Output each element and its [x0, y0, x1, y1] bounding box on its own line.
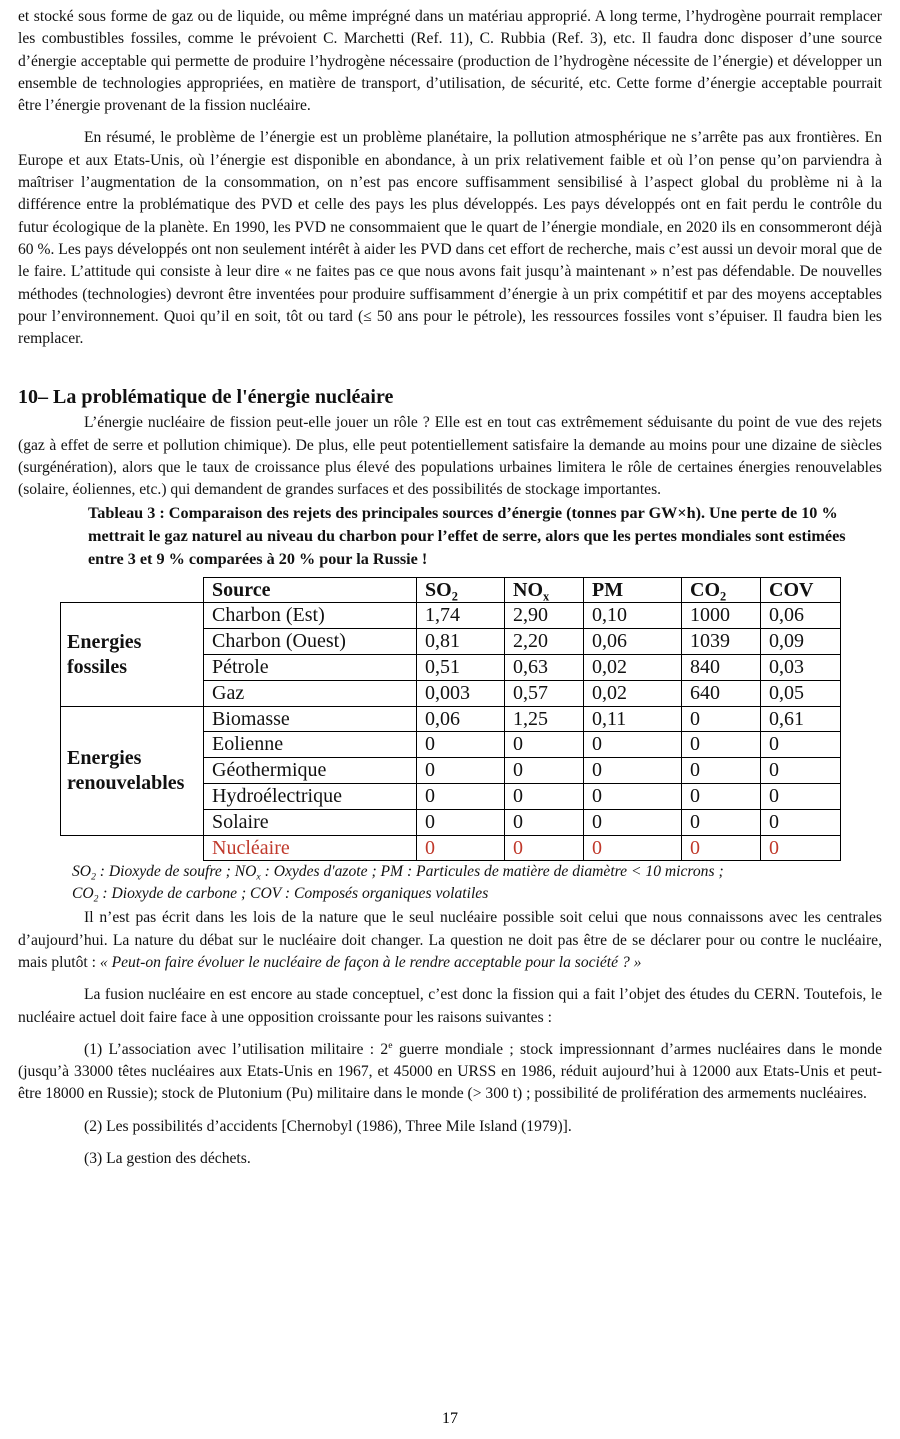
- cell-pm: 0,02: [584, 680, 682, 706]
- reason-1-sup: e: [388, 1040, 393, 1052]
- header-so2-text: SO: [425, 578, 452, 601]
- table-row: [61, 603, 841, 629]
- cell-cov: 0: [761, 732, 841, 758]
- cell-cov: 0,05: [761, 680, 841, 706]
- header-nox: [505, 577, 584, 603]
- table-caption: Tableau 3 : Comparaison des rejets des principales sources d’énergie (tonnes par GW×h). Une perte de 10 % mettrait le gaz naturel au niveau du charbon pour l’effet de serre, alors que les pertes mondiales sont estimées entre 3 et 9 % comparées à 20 % pour la Russie !: [88, 503, 846, 568]
- cell-nox: 0: [505, 784, 584, 810]
- cell-source: Nucléaire: [204, 835, 417, 861]
- paragraph-fusion: La fusion nucléaire en est encore au stade conceptuel, c’est donc la fission qui a fait l’objet des études du CERN. Toutefois, le nucléaire actuel doit faire face à une opposition croissante pour les raisons suivantes :: [18, 986, 882, 1026]
- cell-co2: 1039: [682, 629, 761, 655]
- paragraph-hydrogene: et stocké sous forme de gaz ou de liquide, ou même imprégné dans un matériau approprié. A long terme, l’hydrogène pourrait remplacer les combustibles fossiles, comme le prévoient C. Marchetti (Ref. 11), C. Rubbia (Ref. 3), etc. Il faudra donc disposer d’une source d’énergie acceptable qui permette de produire l’hydrogène nécessaire (production de l’hydrogène nécessite de l’énergie) et développer un ensemble de technologies appropriées, en matière de transport, d’utilisation, de sécurité, etc. Cette forme d’énergie acceptable pourrait être l’énergie provenant de la fission nucléaire.: [18, 8, 882, 115]
- emissions-table: [60, 577, 841, 862]
- header-pm: PM: [584, 577, 682, 603]
- cell-so2: 0,003: [417, 680, 505, 706]
- cell-nox: 2,20: [505, 629, 584, 655]
- cell-nox: 0,57: [505, 680, 584, 706]
- paragraph-section-intro: L’énergie nucléaire de fission peut-elle jouer un rôle ? Elle est en tout cas extrêmement séduisante du point de vue des rejets (gaz à effet de serre et pollution chimique). De plus, elle peut potentiellement satisfaire la demande au moins pour une dizaine de siècles (surgénération), alors que le taux de croissance plus élevé des populations urbaines limitera le rôle de certaines énergies renouvelables (solaire, éoliennes, etc.) qui demandent de grandes surfaces et des possibilités de stockage importantes.: [18, 414, 882, 499]
- legend-so2: SO: [72, 863, 92, 881]
- cell-pm: 0,10: [584, 603, 682, 629]
- group-label-renouvelables: Energies renouvelables: [61, 706, 204, 835]
- legend-line-1: [72, 861, 882, 883]
- cell-so2: 0: [417, 835, 505, 861]
- header-so2-sub: 2: [451, 588, 458, 603]
- cell-cov: 0,09: [761, 629, 841, 655]
- cell-so2: 0: [417, 809, 505, 835]
- table-row: [61, 706, 841, 732]
- section-heading: 10– La problématique de l'énergie nucléaire: [18, 386, 394, 409]
- cell-nox: 0,63: [505, 655, 584, 681]
- header-nox-sub: x: [543, 588, 550, 603]
- cell-so2: 1,74: [417, 603, 505, 629]
- cell-cov: 0,03: [761, 655, 841, 681]
- paragraph-debat: [18, 907, 882, 974]
- cell-source: Charbon (Est): [204, 603, 417, 629]
- cell-nox: 0: [505, 835, 584, 861]
- cell-pm: 0,06: [584, 629, 682, 655]
- reason-1-prefix: (1) L’association avec l’utilisation militaire : 2: [84, 1040, 389, 1058]
- cell-co2: 0: [682, 758, 761, 784]
- page-number: 17: [442, 1410, 458, 1427]
- cell-pm: 0: [584, 784, 682, 810]
- cell-so2: 0: [417, 732, 505, 758]
- cell-source: Biomasse: [204, 706, 417, 732]
- group-label-fossiles: Energies fossiles: [61, 603, 204, 706]
- cell-pm: 0: [584, 732, 682, 758]
- cell-pm: 0,11: [584, 706, 682, 732]
- cell-nox: 0: [505, 732, 584, 758]
- legend-so2-text: : Dioxyde de soufre ;: [95, 863, 235, 881]
- cell-so2: 0,06: [417, 706, 505, 732]
- cell-source: Eolienne: [204, 732, 417, 758]
- cell-co2: 0: [682, 835, 761, 861]
- cell-co2: 1000: [682, 603, 761, 629]
- cell-source: Gaz: [204, 680, 417, 706]
- cell-pm: 0,02: [584, 655, 682, 681]
- legend-co2: CO: [72, 885, 94, 903]
- header-nox-text: NO: [513, 578, 543, 601]
- paragraph-reason-1: [18, 1039, 882, 1106]
- cell-nox: 1,25: [505, 706, 584, 732]
- paragraph-reason-3: (3) La gestion des déchets.: [84, 1150, 251, 1168]
- cell-so2: 0: [417, 784, 505, 810]
- cell-co2: 640: [682, 680, 761, 706]
- legend-nox-sub: x: [256, 871, 261, 883]
- cell-nox: 2,90: [505, 603, 584, 629]
- paragraph-debat-quote: « Peut-on faire évoluer le nucléaire de façon à le rendre acceptable pour la société ? »: [99, 954, 642, 971]
- table-corner-cell: [61, 577, 204, 603]
- header-source: Source: [204, 577, 417, 603]
- cell-nox: 0: [505, 809, 584, 835]
- cell-so2: 0,81: [417, 629, 505, 655]
- paragraph-debat-text: Il n’est pas écrit dans les lois de la nature que le seul nucléaire possible soit celui que nous connaissons avec les centrales d’aujourd’hui. La nature du débat sur le nucléaire doit changer. La question ne doit pas être de se déclarer pour ou contre le nucléaire, mais plutôt :: [18, 909, 882, 971]
- paragraph-resume: En résumé, le problème de l’énergie est un problème planétaire, la pollution atmosphérique ne s’arrête pas aux frontières. En Europe et aux Etats-Unis, où l’énergie est disponible en abondance, à un prix relativement faible et où l’on pense qu’on parviendra à maîtriser l’augmentation de la consommation, on n’est pas encore suffisamment sensibilisé à l’aspect global du problème ni à la différence entre la problématique des PVD et celle des pays les plus développés. Les pays développés ont en fait perdu le contrôle du futur écologique de la planète. En 1990, les PVD ne consommaient que le quart de l’énergie mondiale, en 2020 ils en consommeront déjà 60 %. Les pays développés ont non seulement intérêt à aider les PVD dans cet effort de recherche, mais c’est aussi un devoir moral que de le faire. L’attitude qui consiste à leur dire « ne faites pas ce que nous avons fait jusqu’à maintenant » n’est pas défendable. De nouvelles méthodes (technologies) devront être inventées pour produire suffisamment d’énergie à un prix compétitif et par des moyens acceptables pour l’environnement. Quoi qu’il en soit, tôt ou tard (≤ 50 ans pour le pétrole), les ressources fossiles vont s’épuiser. Il faudra bien les remplacer.: [18, 129, 882, 348]
- header-so2: [417, 577, 505, 603]
- nuclear-blank-cell: [61, 835, 204, 861]
- cell-nox: 0: [505, 758, 584, 784]
- cell-source: Solaire: [204, 809, 417, 835]
- legend-nox-text: : Oxydes d'azote ; PM : Particules de matière de diamètre < 10 microns ;: [260, 863, 724, 881]
- cell-co2: 0: [682, 732, 761, 758]
- cell-cov: 0: [761, 809, 841, 835]
- header-co2-text: CO: [690, 578, 720, 601]
- document-page: [18, 6, 882, 1170]
- header-co2: [682, 577, 761, 603]
- cell-source: Hydroélectrique: [204, 784, 417, 810]
- cell-source: Pétrole: [204, 655, 417, 681]
- cell-pm: 0: [584, 835, 682, 861]
- reason-1-text: guerre mondiale ; stock impressionnant d’armes nucléaires dans le monde (jusqu’à 33000 têtes nucléaires aux Etats-Unis en 1967, et 45000 en URSS en 1986, réduit aujourd’hui à 12000 aux Etats-Unis et peut-être 18000 en Russie); stock de Plutonium (Pu) militaire dans le monde (> 300 t) ; possibilité de prolifération des armements nucléaires.: [18, 1040, 882, 1103]
- cell-co2: 0: [682, 706, 761, 732]
- legend-co2-sub: 2: [93, 893, 99, 905]
- cell-cov: 0,06: [761, 603, 841, 629]
- legend-nox: NO: [234, 863, 257, 881]
- header-co2-sub: 2: [720, 588, 727, 603]
- cell-cov: 0: [761, 784, 841, 810]
- cell-pm: 0: [584, 809, 682, 835]
- cell-cov: 0,61: [761, 706, 841, 732]
- legend-so2-sub: 2: [91, 871, 96, 883]
- cell-cov: 0: [761, 758, 841, 784]
- legend-line-2: [72, 883, 882, 905]
- cell-co2: 0: [682, 809, 761, 835]
- table-legend: [72, 861, 882, 905]
- cell-co2: 840: [682, 655, 761, 681]
- legend-co2-text: : Dioxyde de carbone ; COV : Composés organiques volatiles: [98, 885, 489, 903]
- cell-pm: 0: [584, 758, 682, 784]
- table-row-nucleaire: [61, 835, 841, 861]
- cell-source: Géothermique: [204, 758, 417, 784]
- cell-so2: 0: [417, 758, 505, 784]
- cell-cov: 0: [761, 835, 841, 861]
- paragraph-reason-2: (2) Les possibilités d’accidents [Chernobyl (1986), Three Mile Island (1979)].: [84, 1117, 572, 1135]
- cell-co2: 0: [682, 784, 761, 810]
- table-header-row: [61, 577, 841, 603]
- cell-source: Charbon (Ouest): [204, 629, 417, 655]
- header-cov: COV: [761, 577, 841, 603]
- cell-so2: 0,51: [417, 655, 505, 681]
